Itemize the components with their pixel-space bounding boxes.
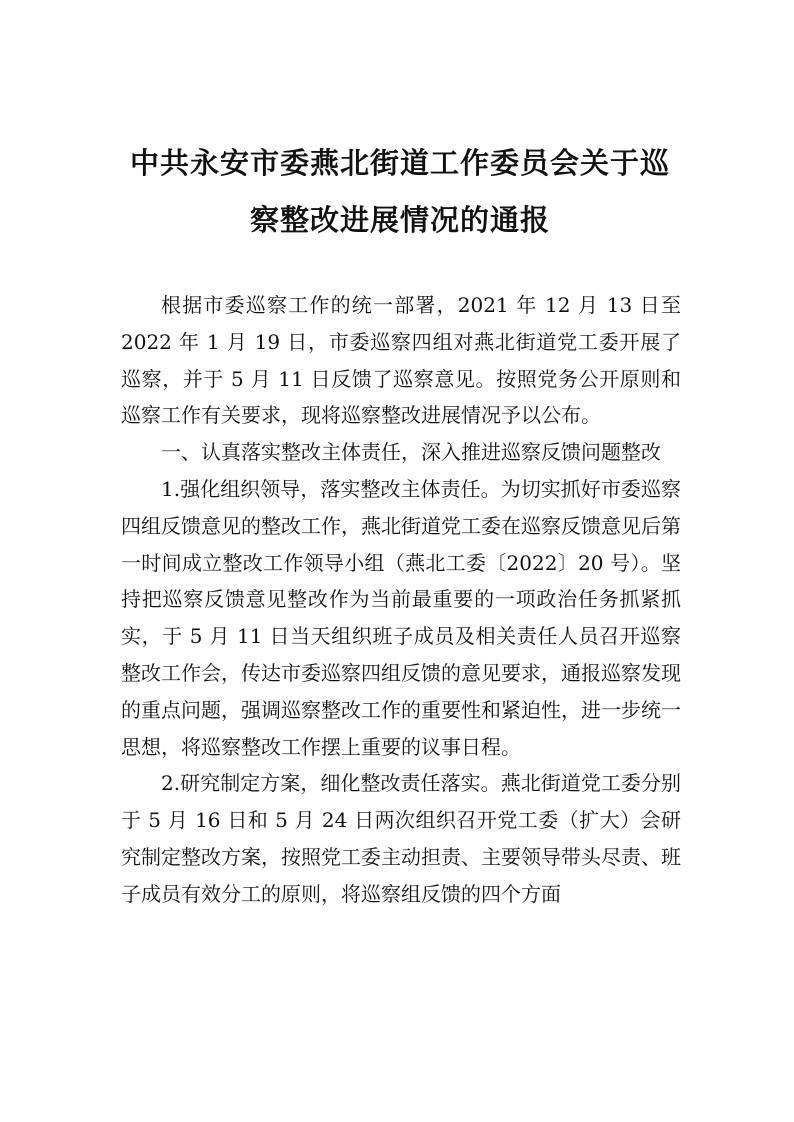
section-heading-1: 一、认真落实整改主体责任，深入推进巡察反馈问题整改 xyxy=(161,440,661,465)
document-title-line-2: 察整改进展情况的通报 xyxy=(249,203,550,237)
item-paragraph-2: 2.研究制定方案，细化整改责任落实。燕北街道党工委分别于 5 月 16 日和 5 月 24 日两次组织召开党工委（扩大）会研究制定整改方案，按照党工委主动担责、主要领导带头尽责、班子成员有效分工的原则，将巡察组反馈的四个方面 xyxy=(121,771,681,906)
document-body xyxy=(121,287,681,913)
intro-paragraph: 根据市委巡察工作的统一部署，2021 年 12 月 13 日至 2022 年 1 月 19 日，市委巡察四组对燕北街道党工委开展了巡察，并于 5 月 11 日反馈了巡察意见。按照党务公开原则和巡察工作有关要求，现将巡察整改进展情况予以公布。 xyxy=(121,293,681,428)
document-title-line-1: 中共永安市委燕北街道工作委员会关于巡 xyxy=(129,146,670,180)
item-paragraph-1: 1.强化组织领导，落实整改主体责任。为切实抓好市委巡察四组反馈意见的整改工作，燕北街道党工委在巡察反馈意见后第一时间成立整改工作领导小组（燕北工委〔2022〕20 号）。坚持把巡察反馈意见整改作为当前最重要的一项政治任务抓紧抓实，于 5 月 11 日当天组织班子成员及相关责任人员召开巡察整改工作会，传达市委巡察四组反馈的意见要求，通报巡察发现的重点问题，强调巡察整改工作的重要性和紧迫性，进一步统一思想，将巡察整改工作摆上重要的议事日程。 xyxy=(121,476,681,759)
